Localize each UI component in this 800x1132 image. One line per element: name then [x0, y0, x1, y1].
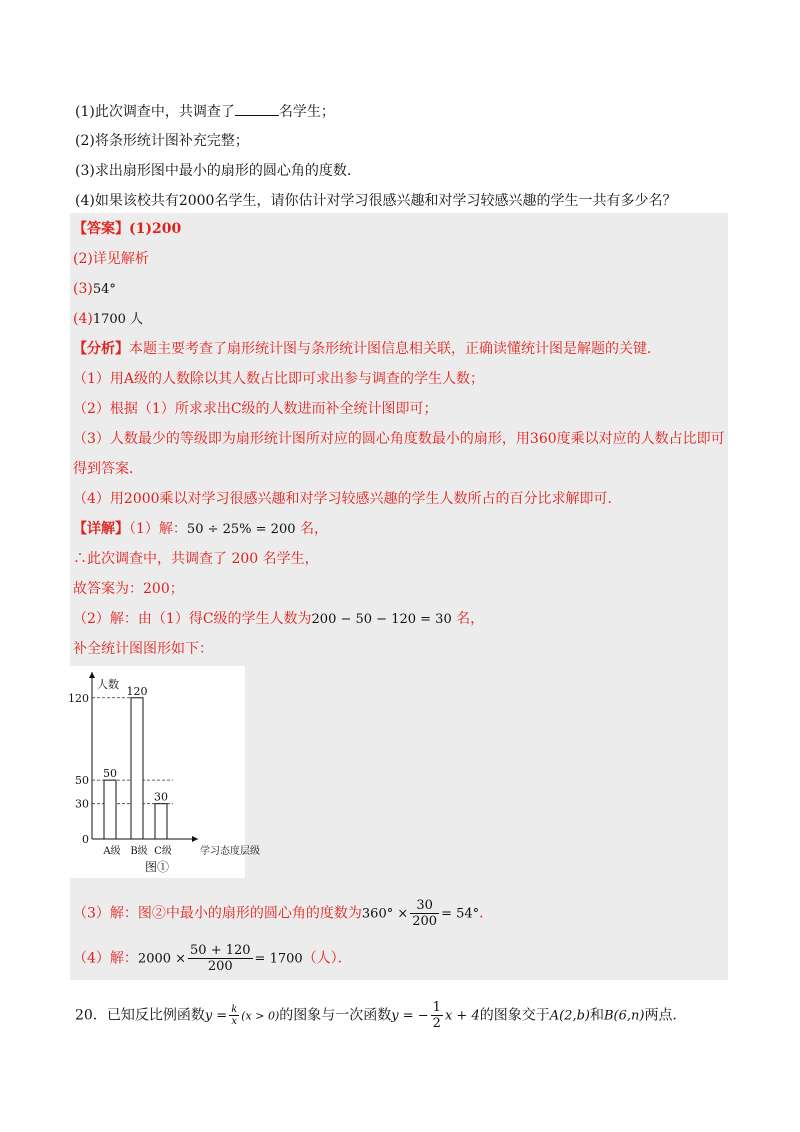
- x-tick-C级: C级: [154, 846, 172, 857]
- analysis-p3a: （3）人数最少的等级即为扇形统计图所对应的圆心角度数最小的扇形，用360度乘以对应的人数占比即可: [73, 431, 725, 447]
- q20-func2-num: 1: [432, 1000, 441, 1015]
- question-3: (3)求出扇形图中最小的扇形的圆心角的度数．: [75, 163, 361, 179]
- answer-line-3: [73, 279, 116, 300]
- detail-3-fraction: [410, 898, 439, 929]
- detail-4-denominator: 200: [188, 958, 253, 974]
- x-axis-arrow: [192, 836, 198, 842]
- q20-point-b: B(6,n): [603, 1008, 645, 1024]
- question-20: [75, 1000, 686, 1032]
- question-4: (4)如果该校共有2000名学生，请你估计对学习很感兴趣和对学习较感兴趣的学生一共有多少名？: [75, 193, 677, 209]
- y-tick-30: 30: [75, 797, 89, 811]
- q20-and: 和: [589, 1007, 604, 1024]
- answer-label: 【答案】: [73, 221, 129, 237]
- answer-line-1: [73, 219, 181, 239]
- detail-line-2: [73, 609, 484, 630]
- detail-line-1: [73, 519, 328, 540]
- chart-title: 图①: [144, 860, 170, 874]
- detail-4-math-right: = 1700: [254, 951, 303, 967]
- detail-1-suffix: 名，: [295, 521, 328, 537]
- detail-3-suffix: ．: [479, 905, 494, 922]
- y-axis-label: 人数: [97, 678, 119, 691]
- answer-4-prefix: (4): [73, 311, 93, 327]
- detail-4-math-left: 2000 ×: [137, 951, 187, 967]
- detail-1-math: 50 ÷ 25% = 200: [186, 522, 296, 537]
- x-axis-label: 学习态度层级: [200, 846, 260, 857]
- detail-1-conclusion: ∴此次调查中，共调查了 200 名学生，: [73, 551, 319, 567]
- detail-1-prefix: （1）解：: [129, 521, 187, 537]
- y-tick-0: 0: [82, 833, 89, 846]
- q20-number: 20．已知反比例函数: [75, 1007, 205, 1024]
- q20-func1-fraction: [229, 1004, 239, 1027]
- answer-2: (2)详见解析: [73, 251, 149, 267]
- question-2: (2)将条形统计图补充完整；: [75, 133, 249, 149]
- detail-4-suffix: （人）．: [302, 950, 352, 967]
- detail-2-chart-intro: 补全统计图图形如下：: [73, 641, 213, 657]
- bar-A级: [104, 780, 116, 839]
- detail-3-denominator: 200: [412, 914, 438, 929]
- q20-end: 两点．: [644, 1007, 687, 1024]
- q20-func2-rest: x + 4: [444, 1008, 480, 1024]
- detail-line-4: [73, 943, 352, 975]
- analysis-p3b: 得到答案．: [73, 461, 143, 477]
- bar-chart: [68, 666, 260, 878]
- q20-mid2: 的图象交于: [479, 1007, 550, 1024]
- detail-4-prefix: （4）解：: [73, 950, 138, 967]
- detail-4-fraction: [188, 943, 253, 974]
- answer-line-4: [73, 309, 143, 330]
- detail-2-prefix: （2）解：由（1）得C级的学生人数为: [73, 611, 312, 627]
- answer-1: (1)200: [129, 221, 182, 237]
- detail-3-math-left: 360° ×: [361, 906, 409, 922]
- detail-3-math-right: = 54°: [441, 906, 480, 922]
- answer-blank: [235, 101, 279, 116]
- q20-func1-y: y =: [204, 1008, 228, 1024]
- x-tick-A级: A级: [103, 846, 121, 857]
- q20-func1-num: k: [231, 1004, 238, 1015]
- bar-value-label-C级: 30: [154, 790, 168, 804]
- detail-label: 【详解】: [73, 521, 129, 537]
- analysis-p1: （1）用A级的人数除以其人数占比即可求出参与调查的学生人数；: [73, 371, 485, 387]
- q20-func2-y: y = −: [391, 1008, 429, 1024]
- analysis-intro-line: [73, 339, 661, 359]
- q20-func2-fraction: [431, 1000, 443, 1031]
- x-tick-B级: B级: [130, 846, 148, 857]
- detail-2-suffix: 名，: [451, 611, 485, 627]
- q1-prefix: (1)此次调查中，共调查了: [75, 104, 235, 120]
- q20-mid: 的图象与一次函数: [279, 1007, 392, 1024]
- bar-value-label-A级: 50: [103, 767, 117, 781]
- analysis-label: 【分析】: [73, 341, 129, 357]
- bar-C级: [155, 804, 167, 839]
- detail-1-answer: 故答案为：200；: [73, 581, 184, 597]
- q1-suffix: 名学生；: [278, 104, 335, 120]
- q20-point-a: A(2,b): [549, 1008, 590, 1024]
- y-tick-50: 50: [75, 774, 89, 788]
- y-axis-arrow: [89, 672, 95, 678]
- answer-3-prefix: (3): [73, 281, 93, 297]
- q20-func1-den: x: [229, 1015, 239, 1027]
- detail-4-numerator: 50 + 120: [190, 943, 251, 958]
- analysis-p4: （4）用2000乘以对学习很感兴趣和对学习较感兴趣的学生人数所占的百分比求解即可．: [73, 491, 622, 507]
- detail-3-prefix: （3）解：图②中最小的扇形的圆心角的度数为: [73, 905, 362, 922]
- answer-4-value: 1700 人: [92, 312, 144, 327]
- detail-3-numerator: 30: [416, 898, 433, 913]
- detail-2-math: 200 − 50 − 120 = 30: [311, 612, 452, 627]
- answer-3-value: 54°: [92, 282, 116, 297]
- analysis-p2: （2）根据（1）所求求出C级的人数进而补全统计图即可；: [73, 401, 438, 417]
- question-1: [75, 101, 335, 122]
- analysis-intro: 本题主要考查了扇形统计图与条形统计图信息相关联，正确读懂统计图是解题的关键．: [129, 341, 661, 357]
- bar-chart-svg: [68, 666, 260, 878]
- detail-line-3: [73, 898, 493, 930]
- bar-B级: [131, 698, 143, 839]
- y-tick-120: 120: [68, 691, 89, 705]
- q20-func2-den: 2: [432, 1016, 441, 1031]
- q20-func1-cond: (x > 0): [241, 1009, 280, 1023]
- bar-value-label-B级: 120: [126, 684, 148, 698]
